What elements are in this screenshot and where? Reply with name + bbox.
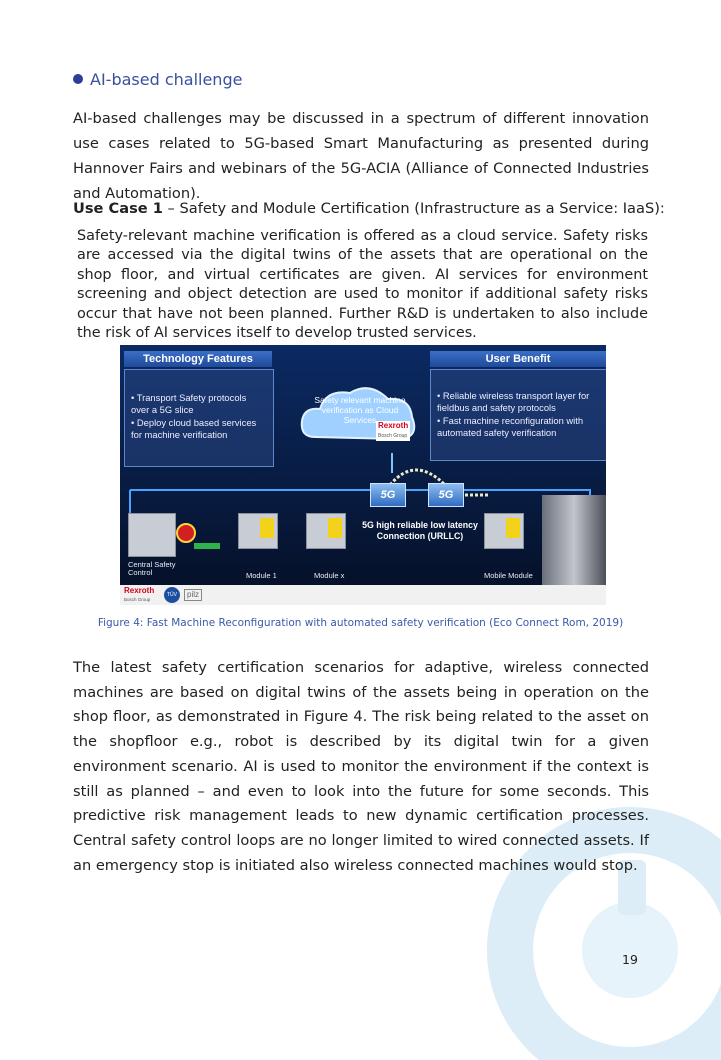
label-mobile-module: Mobile Module (484, 571, 533, 580)
central-safety-control-device (128, 513, 176, 557)
cloud-brand-sub: Bosch Group (378, 433, 408, 439)
user-benefit-box (430, 369, 606, 461)
robot-photo (542, 495, 606, 585)
logo-rexroth-text: Rexroth (124, 586, 155, 595)
label-module-1: Module 1 (246, 571, 277, 580)
section-heading (73, 70, 242, 89)
use-case-line (73, 198, 673, 220)
5g-badge-1: 5G (370, 483, 406, 507)
module-x-panel (328, 518, 342, 538)
urllc-label: 5G high reliable low latency Connection (URLLC) (362, 520, 478, 541)
use-case-label: Use Case 1 (73, 200, 163, 217)
label-central-safety-control: Central Safety Control (128, 560, 176, 577)
technology-features-box (124, 369, 274, 467)
module-x-device (306, 513, 346, 549)
feature-text-1: Transport Safety protocols over a 5G slice (131, 392, 247, 415)
bullet-icon (73, 74, 83, 84)
label-module-x: Module x (314, 571, 345, 580)
section-heading-text: AI-based challenge (90, 70, 243, 89)
user-benefit-header: User Benefit (430, 351, 606, 367)
cloud-brand: Rexroth (378, 421, 409, 430)
technology-features-header: Technology Features (124, 351, 272, 367)
5g-badge-2: 5G (428, 483, 464, 507)
benefit-text-1: Reliable wireless transport layer for fieldbus and safety protocols (437, 390, 590, 413)
benefit-text-2: Fast machine reconfiguration with automated safety verification (437, 415, 584, 438)
pilz-logo: pilz (184, 589, 202, 601)
benefit-item-1: • Reliable wireless transport layer for fieldbus and safety protocols (437, 390, 590, 413)
feature-text-2: Deploy cloud based services for machine verification (131, 417, 257, 440)
intro-paragraph: AI-based challenges may be discussed in a spectrum of different innovation use cases related to 5G-based Smart Manufacturing as presented during Hannover Fairs and webinars of the 5G-ACIA (Alliance of Connected Industries and Automation). (73, 110, 649, 202)
figure-caption: Figure 4: Fast Machine Reconfiguration with automated safety verification (Eco Connect Rom, 2019) (97, 617, 624, 629)
emergency-stop-icon (176, 523, 196, 543)
feature-item-2: • Deploy cloud based services for machine verification (131, 417, 257, 440)
use-case-title: – Safety and Module Certification (Infrastructure as a Service: IaaS): (162, 200, 665, 217)
benefit-item-2: • Fast machine reconfiguration with automated safety verification (437, 415, 584, 438)
module-1-device (238, 513, 278, 549)
cloud-rexroth-logo (376, 421, 410, 441)
body-paragraph: The latest safety certification scenarios for adaptive, wireless connected machines are based on digital twins of the assets being in operation on the shop floor, as demonstrated in Figure 4. The risk being related to the asset on the shopfloor e.g., robot is described by its digital twin for a given environment scenario. AI is used to monitor the environment if the context is still as planned – and even to look into the future for some seconds. This predictive risk management leads to new dynamic certification processes. Central safety control loops are no longer limited to wired connected assets. If an emergency stop is initiated also wireless connected machines would stop. (73, 659, 649, 874)
logo-rexroth-sub: Bosch Group (124, 597, 151, 602)
feature-item-1: • Transport Safety protocols over a 5G slice (131, 392, 247, 415)
rexroth-logo (124, 587, 154, 604)
module-1-panel (260, 518, 274, 538)
tuv-logo: TÜV (164, 587, 180, 603)
page-number: 19 (622, 952, 638, 967)
mobile-module-panel (506, 518, 520, 538)
status-lights (194, 543, 220, 549)
mobile-module-device (484, 513, 524, 549)
cloud-service-text: Safety relevant machine verification as Cloud Services (314, 395, 406, 425)
figure-4-diagram (120, 345, 606, 605)
use-case-description: Safety-relevant machine verification is offered as a cloud service. Safety risks are accessed via the digital twins of the assets that are operational on the shop floor, and virtual certificates are given. AI services for environment screening and object detection are used to monitor if additional safety risks occur that have not been planned. Further R&D is undertaken to also include the risk of AI services itself to develop trusted services. (77, 228, 648, 342)
